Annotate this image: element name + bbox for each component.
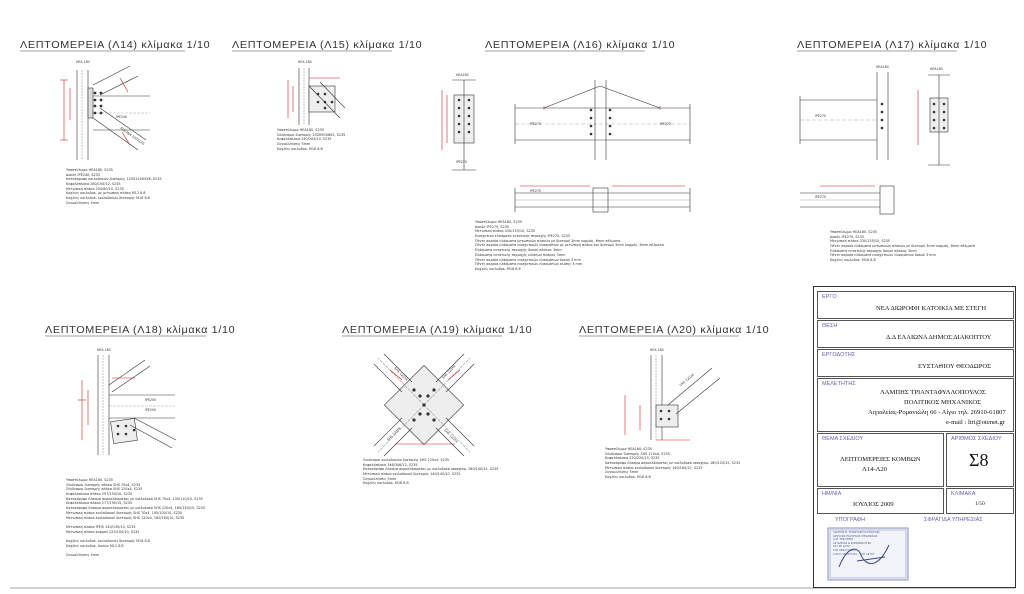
tb-signature	[817, 515, 1014, 585]
tb-project-value: ΝΕΑ ΔΙΩΡΟΦΗ ΚΑΤΟΙΚΙΑ ΜΕ ΣΤΕΓΗ	[876, 305, 987, 312]
note-line: Δοκός IPE270, S235	[830, 234, 864, 239]
note-line: Κεφαλόπλακα 240/205/10, S235	[277, 137, 332, 142]
l17-label-beam1: IPE270	[815, 114, 826, 118]
tb-designer	[817, 378, 1014, 432]
tb-client-value: ΕΥΣΤΑΘΙΟΥ ΘΕΟΔΩΡΟΣ	[918, 363, 991, 370]
note-line: Ελάσματα εντατικής περιοχής δοκού πλάκας 3mm	[830, 248, 917, 253]
stamp-line: ΤΗΛ 26910 61807	[833, 548, 857, 552]
tb-designer-name: ΛΑΜΠΗΣ ΤΡΙΑΝΤΑΦΥΛΛΟΠΟΥΛΟΣ	[880, 389, 986, 396]
tb-subject-label: ΘΕΜΑ ΣΧΕΔΙΟΥ	[822, 436, 864, 442]
note-line: Μετωπική πλάκα 430/135/10, S235	[475, 229, 535, 234]
note-line: Δοκός IPE270, S235	[475, 224, 509, 229]
note-line: Κοχλίες κοιλοδοκ. Μ16 8.8	[605, 475, 651, 480]
tb-scale-value: 1/50	[975, 501, 985, 507]
tb-subject-line2: Λ14-Λ20	[862, 466, 887, 473]
detail-title-l18: ΛΕΠΤΟΜΕΡΕΙΑ (Λ18) κλίμακα 1/10	[45, 325, 236, 336]
note-line: Μετωπική πλάκα IPE/h 240/130/10, S235	[66, 524, 136, 529]
l16-notes	[475, 220, 664, 272]
l16-label-beam3: IPE270	[456, 160, 467, 164]
note-line: Κεφαλόπλακα 220/220/15, S235	[605, 456, 660, 461]
l14-label-beam: IPE240	[116, 115, 127, 119]
tb-designer-email: e-mail : ltri@otenet.gr	[946, 419, 1005, 426]
tb-date	[817, 488, 944, 514]
l18-label-beam2: IPE200	[145, 408, 156, 412]
tb-designer-role: ΠΟΛΙΤΙΚΟΣ ΜΗΧΑΝΙΚΟΣ	[904, 399, 981, 406]
note-line: Κεφαλόπλακα 346/346/12, S235	[363, 462, 418, 467]
l16-label-col: HEA160	[456, 73, 469, 77]
l20-notes	[605, 447, 740, 480]
detail-l15-drawing	[288, 68, 345, 125]
l17-label-col2: ΗΕΑ160	[930, 67, 943, 71]
note-line: Μετωπική πλάκα 330/135/10, S235	[830, 239, 890, 244]
tb-scale	[946, 488, 1014, 514]
note-line: Ελάσματα εντατικής περιοχής δοκού πλάκας 3mm	[475, 248, 562, 253]
tb-scale-label: ΚΛΙΜΑΚΑ	[951, 491, 976, 497]
tb-location-value: Δ.Δ ΕΛΑΙΩΝΑ ΔΗΜΟΣ ΔΙΑΚΟΠΤΟΥ	[886, 334, 992, 341]
stamp-line: 251 00 ΑΙΓΙΟ	[833, 545, 850, 549]
note-line: Κεφαλόπλακα πλάκα 277/190/15, S235	[66, 501, 133, 506]
tb-number	[946, 433, 1014, 487]
stamp-line: Α.Φ.Μ. 065937101 - ΔΟΥ ΑΙΓΙΟΥ	[833, 552, 875, 556]
tb-number-label: ΑΡΙΘΜΟΣ ΣΧΕΔΙΟΥ	[951, 436, 1002, 442]
note-line: Κοχλίες κοιλοδοκ. Μ16 8.8	[363, 481, 409, 486]
stamp-line: ΑΙΓΙΑΛΕΙΑΣ & ΡΟΜΑΝΙΩΛΗ 66	[833, 541, 871, 545]
l19-label-d3: SHS 120X4	[386, 426, 402, 442]
title-block	[813, 286, 1016, 588]
note-line: Κοχλίες κοιλοδοκ. Μ16 8.8	[830, 258, 876, 263]
tb-client-label: ΕΡΓΟΔΟΤΗΣ	[822, 352, 856, 358]
stamp-line: Α.Μ. ΤΕΕ 25587	[833, 538, 854, 542]
note-line: Μετωπική πλάκα κοιλοδοκού διατομής SHS 120x4, 160/160/10, S235	[66, 515, 185, 520]
note-line: Υποστύλωμα HEA180, S235	[66, 168, 113, 172]
l20-label-diag: SHS 120X4	[678, 372, 695, 388]
tb-designer-label: ΜΕΛΕΤΗΤΗΣ	[822, 381, 856, 387]
note-line: Σύνδεσμοι διατομής πλάκα SHS 120x4, S235	[66, 487, 143, 492]
stamp-line: ΛΑΜΠΗΣ Β. ΤΡΙΑΝΤΑΦΥΛΛΟΠΟΥΛΟΣ	[833, 531, 880, 534]
note-line: Πέντε ακραία ελάσματα ενισχυτικών ελασμάτων δοκού 3 mm	[830, 253, 936, 258]
l16-label-beam1: IPE270	[530, 122, 541, 126]
note-line: Πέντε ακραία ελάσματα μετωπικών πλακών με διατομή 3mm κορμός, 6mm πέλματα	[830, 244, 976, 249]
l19-label-d2: SHS 120X4	[441, 364, 457, 380]
l17-label-beam2: IPE270	[815, 195, 826, 199]
detail-l18-drawing	[78, 355, 176, 455]
tb-designer-address: Αιγιαλείας-Ρομανιώλη 66 - Αίγιο τηλ. 26910-61807	[868, 409, 1006, 416]
note-line: Κοχλίες κοιλοδοκ. με μετωπική πλάκα Μ12 8.8	[66, 191, 146, 196]
note-line: Ενισχυτικά ελάσματα εντατικής περιοχής IPE270, S235	[475, 234, 570, 239]
detail-l16-drawing	[442, 80, 690, 212]
note-line: Κοχλίες κοιλοδοκ. κοιλοδοκών διατομής Μ16 8.8	[66, 196, 150, 201]
l19-label-d4: SHS 120X4	[443, 428, 459, 444]
note-line: Πέντε ακραία ελάσματα μετωπικών πλακών με διατομή 3mm κορμός, 6mm πέλματα	[475, 238, 621, 243]
note-line: Υποστύλωμα HEA160, S235	[475, 220, 522, 224]
l14-notes	[66, 168, 162, 206]
note-line: Υποστύλωμα HEA160, S235	[830, 230, 877, 234]
stamp-line: ΔΙΠΛ/ΧΟΣ ΠΟΛΙΤΙΚΟΣ ΜΗΧΑΝΙΚΟΣ	[833, 534, 878, 538]
tb-subject	[817, 433, 944, 487]
note-line: Υποστύλωμα HEA160, S235	[605, 447, 652, 451]
note-line: Σύνδεσμοι διατομής 250Χ90Χ6Χ5, S235	[277, 132, 346, 137]
tb-stamp-label: ΣΦΡΑΓΙΔΑ ΥΠΗΡΕΣΙΑΣ	[924, 517, 983, 523]
l15-label-top: ΗΕΑ 180	[298, 60, 312, 64]
note-line: Κατακόρυφο έλασμα ακροελάσματος με κοιλοδοκό ισοσχισμ. 160/120/15, S235	[605, 461, 741, 466]
stamp-text	[833, 531, 880, 556]
tb-location	[817, 320, 1014, 348]
tb-subject-line1: ΛΕΠΤΟΜΕΡΕΙΕΣ ΚΟΜΒΩΝ	[840, 456, 921, 463]
note-line: Κεφαλόπλακα πλάκα 297/150/10, S235	[66, 492, 133, 497]
detail-title-l15: ΛΕΠΤΟΜΕΡΕΙΑ (Λ15) κλίμακα 1/10	[232, 40, 423, 51]
l18-label-beam1: IPE200	[145, 398, 156, 402]
l17-notes	[830, 230, 975, 263]
note-line: Κοχλίες κοιλοδοκ. κοιλοδοκών διατομής Μ16 8.8	[66, 538, 150, 543]
note-line: Μετωπική πλάκα κοιλοδοκού διατομής SHS 70x4, 100/100/10, S235	[66, 510, 183, 515]
l18-label-top: ΗΕΑ 180	[97, 348, 111, 352]
l14-label-top: ΗΕΑ 180	[76, 60, 90, 64]
tb-date-value: ΙΟΥΛΙΟΣ 2009	[853, 501, 894, 508]
l18-notes	[66, 478, 205, 558]
tb-number-value: Σ8	[969, 450, 989, 470]
l17-label-col1: ΗΕΑ160	[876, 65, 889, 69]
detail-l20-drawing	[625, 355, 720, 440]
note-line: Δοκός IPE240, S235	[66, 172, 100, 177]
note-line: Μετωπική πλάκα 250/80/10, S235	[66, 186, 124, 191]
note-line: Μετωπική πλάκα κοιλοδοκού διατομής 140/140/10, S235	[363, 472, 461, 477]
note-line: Υποστύλωμα HEA180, S235	[66, 478, 113, 482]
note-line: Πέντε ακραία ελάσματα ενισχυτικών ελασμάτων με μετωπική πλάκα και διατομή 3mm κορμός, 6mm πέλματα	[475, 243, 664, 248]
l19-notes	[363, 458, 498, 486]
l19-label-d1: SHS 120X4	[393, 366, 409, 382]
l20-label-top: ΗΕΑ 160	[650, 348, 664, 352]
detail-title-l20: ΛΕΠΤΟΜΕΡΕΙΑ (Λ20) κλίμακα 1/10	[579, 325, 770, 336]
tb-date-label: ΗΜ/ΝΙΑ	[822, 491, 842, 497]
note-line: Κοχλίες κοιλοδοκ. M16 8.8	[277, 146, 323, 151]
l16-label-beam2: IPE270	[660, 122, 671, 126]
note-line: Υποστύλωμα HEA180, S235	[277, 128, 324, 132]
l16-label-beam4: IPE270	[530, 189, 541, 193]
note-line: Συνδεσμοί κοιλοδοκών διατομής SHS 120x4, S235	[363, 458, 450, 462]
note-line: Κατακόρυφο έλασμα ακροελάσματος με κοιλοδοκό SHS 120x4, 160/130/15, S235	[66, 506, 205, 511]
note-line: Συγκολλήσεις 5mm	[363, 476, 397, 481]
note-line: Κατακόρυφο έλασμα ακροελάσματος με κοιλοδοκό SHS 70x4, 130/110/10, S235	[66, 496, 203, 501]
tb-project-label: ΕΡΓΟ	[822, 294, 837, 300]
detail-title-l17: ΛΕΠΤΟΜΕΡΕΙΑ (Λ17) κλίμακα 1/10	[797, 40, 988, 51]
note-line: Κοχλίες κοιλοδοκ. Μ16 8.8	[475, 266, 521, 271]
note-line: Σύνδεσμοι διατομής πλάκα SHS 70x4, S235	[66, 482, 141, 487]
tb-project	[817, 291, 1014, 319]
note-line: Κοχλίες κοιλοδοκ. δοκών M12 8.8	[66, 543, 124, 548]
detail-l14-drawing	[60, 66, 150, 160]
detail-title-l14: ΛΕΠΤΟΜΕΡΕΙΑ (Λ14) κλίμακα 1/10	[20, 40, 211, 51]
note-line: Κατακόρυφο κοιλοδοκών διατομής 120Χ120Χ5Χ6, S235	[66, 177, 162, 182]
tb-signature-label: ΥΠΟΓΡΑΦΗ	[835, 517, 866, 523]
note-line: Πέντε ακραία ελάσματα ενισχυτικών ελασμάτων κλίσης 3 mm	[475, 262, 583, 267]
tb-client	[817, 349, 1014, 377]
detail-l17-drawing	[800, 72, 950, 214]
l14-label-diag: KOLONA 120X120	[119, 126, 146, 146]
note-line: Σύνδεσμοι διατομής SHS 120x4, S235	[605, 451, 670, 456]
note-line: Συγκολλήσεις 5mm	[66, 200, 100, 205]
note-line: Μετωπική πλάκα κορμού 225/100/10, S235	[66, 529, 140, 534]
detail-title-l16: ΛΕΠΤΟΜΕΡΕΙΑ (Λ16) κλίμακα 1/10	[485, 40, 676, 51]
note-line: Κατακόρυφο έλασμα ακροελάσματος με κοιλοδοκό ισοσχισμ. 180/140/15, S235	[363, 467, 499, 472]
note-line: Συγκολλήσεις 5mm	[277, 142, 311, 147]
note-line: Συγκολλήσεις 5mm	[66, 553, 100, 557]
note-line: Συγκολλήσεις 5mm	[605, 470, 639, 475]
note-line: Μετωπική πλάκα κοιλοδοκού διατομής 160/160/12, S235	[605, 465, 703, 470]
note-line: Πέντε ακραία ελάσματα ενισχυτικών ελασμάτων δοκού 3 mm	[475, 257, 581, 262]
tb-location-label: ΘΕΣΗ	[822, 323, 838, 329]
note-line: Ελάσματα εντατικής περιοχής κλίσεων πλάκας 3mm	[475, 252, 566, 257]
detail-title-l19: ΛΕΠΤΟΜΕΡΕΙΑ (Λ19) κλίμακα 1/10	[342, 325, 533, 336]
note-line: Κεφαλόπλακα 280/150/12, S235	[66, 182, 121, 187]
l15-notes	[277, 128, 345, 151]
